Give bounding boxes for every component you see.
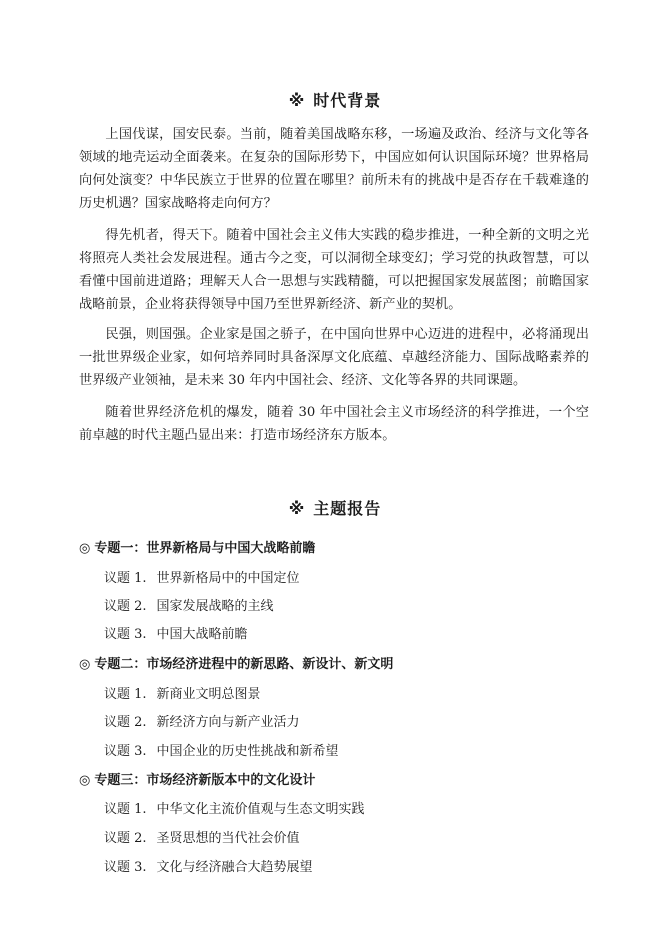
section-title: 时代背景 [313, 91, 382, 110]
topic-heading: ◎ 专题三：市场经济新版本中的文化设计 [79, 773, 316, 788]
reference-mark-icon: ※ [288, 91, 306, 110]
list-item: 议题 1. 新商业文明总图景 [104, 687, 261, 702]
reference-mark-icon: ※ [288, 499, 306, 518]
bullet-icon: ◎ [79, 773, 91, 788]
section-title: 主题报告 [313, 499, 382, 518]
paragraph: 上国伐谋，国安民泰。当前，随着美国战略东移，一场遍及政治、经济与文化等各领域的地壳运动全面袭来。在复杂的国际形势下，中国应如何认识国际环境？世界格局向何处演变？中华民族立于世界的位置在哪里？前所未有的挑战中是否存在千载难逢的历史机遇？国家战略将走向何方？ [79, 127, 589, 211]
list-item: 议题 3. 文化与经济融合大趋势展望 [104, 860, 313, 875]
bullet-icon: ◎ [79, 541, 91, 556]
paragraph: 民强，则国强。企业家是国之骄子，在中国向世界中心迈进的进程中，必将涌现出一批世界级企业家，如何培养同时具备深厚文化底蕴、卓越经济能力、国际战略素养的世界级产业领袖，是未来 30 年内中国社会、经济、文化等各界的共同课题。 [79, 327, 589, 388]
topic-heading: ◎ 专题二：市场经济进程中的新思路、新设计、新文明 [79, 657, 394, 672]
list-item: 议题 2. 国家发展战略的主线 [104, 599, 274, 614]
section-heading-background [0, 91, 670, 111]
paragraph: 得先机者，得天下。随着中国社会主义伟大实践的稳步推进，一种全新的文明之光将照亮人类社会发展进程。通古今之变，可以洞彻全球变幻；学习党的执政智慧，可以看懂中国前进道路；理解天人合一思想与实践精髓，可以把握国家发展蓝图；前瞻国家战略前景，企业将获得领导中国乃至世界新经济、新产业的契机。 [79, 228, 589, 312]
list-item: 议题 1. 世界新格局中的中国定位 [104, 571, 300, 586]
section-heading-reports [0, 499, 670, 519]
topic-heading: ◎ 专题一：世界新格局与中国大战略前瞻 [79, 541, 316, 556]
list-item: 议题 3. 中国企业的历史性挑战和新希望 [104, 744, 339, 759]
list-item: 议题 2. 新经济方向与新产业活力 [104, 715, 300, 730]
list-item: 议题 3. 中国大战略前瞻 [104, 627, 248, 642]
list-item: 议题 2. 圣贤思想的当代社会价值 [104, 831, 300, 846]
list-item: 议题 1. 中华文化主流价值观与生态文明实践 [104, 802, 365, 817]
bullet-icon: ◎ [79, 657, 91, 672]
paragraph: 随着世界经济危机的爆发，随着 30 年中国社会主义市场经济的科学推进，一个空前卓越的时代主题凸显出来：打造市场经济东方版本。 [79, 405, 589, 443]
